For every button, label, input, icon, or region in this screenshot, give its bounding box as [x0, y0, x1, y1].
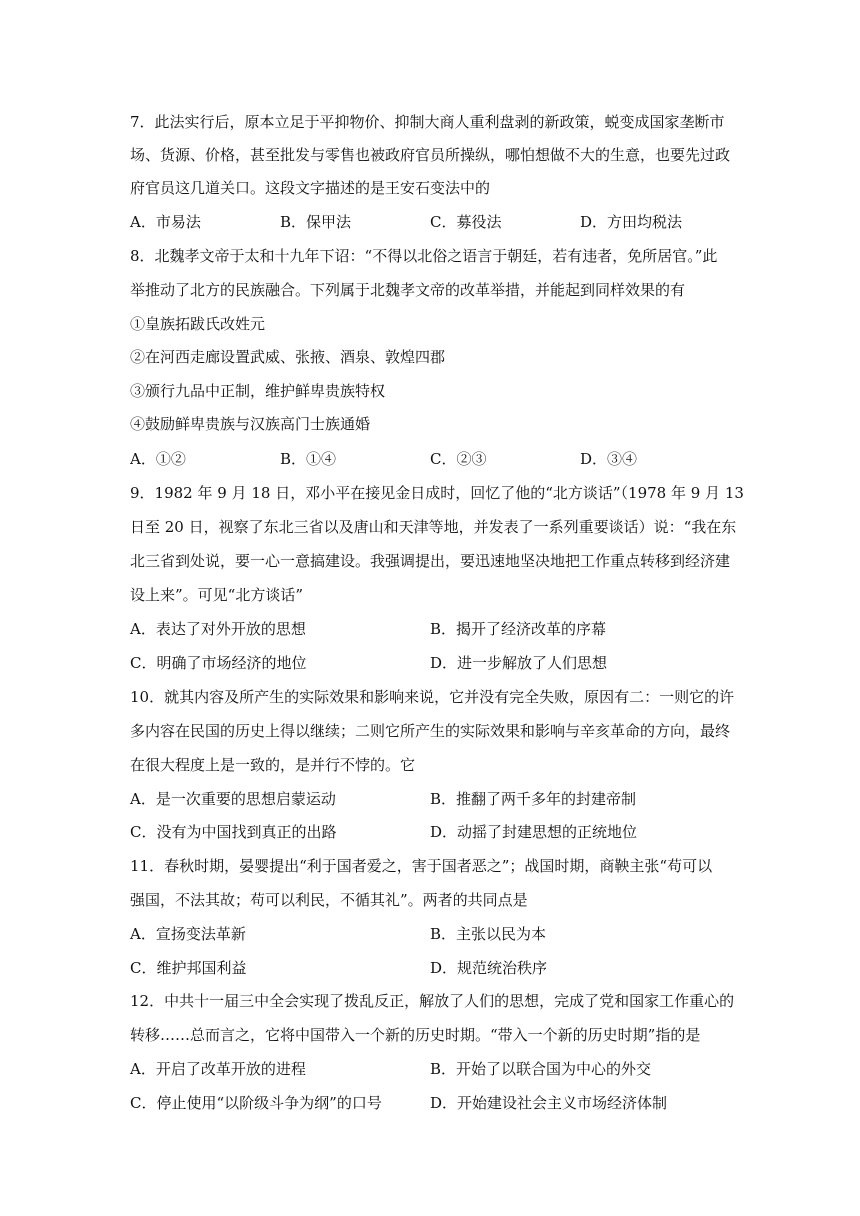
question-stem-line: 北三省到处说，要一心一意搞建设。我强调提出，要迅速地坚决地把工作重点转移到经济建 — [130, 552, 731, 570]
statement-item: ②在河西走廊设置武威、张掖、酒泉、敦煌四郡 — [130, 348, 446, 366]
question-stem-line: 举推动了北方的民族融合。下列属于北魏孝文帝的改革举措，并能起到同样效果的有 — [130, 281, 686, 299]
option-d: D．开始建设社会主义市场经济体制 — [430, 1094, 668, 1112]
question-stem-line: 设上来”。可见“北方谈话” — [130, 586, 304, 604]
question-stem-line: 府官员这几道关口。这段文字描述的是王安石变法中的 — [130, 179, 491, 197]
option-a: A．是一次重要的思想启蒙运动 — [130, 790, 336, 808]
question-stem-line: 11．春秋时期，晏婴提出“利于国者爱之，害于国者恶之”；战国时期，商鞅主张“苟可以 — [130, 857, 713, 875]
statement-item: ①皇族拓跋氏改姓元 — [130, 315, 266, 333]
question-stem-line: 转移……总而言之，它将中国带入一个新的历史时期。“带入一个新的历史时期”指的是 — [130, 1026, 701, 1044]
option-c: C．停止使用“以阶级斗争为纲”的口号 — [130, 1094, 382, 1112]
option-b: B．推翻了两千多年的封建帝制 — [430, 790, 637, 808]
option-b: B．主张以民为本 — [430, 925, 547, 943]
question-stem-line: 9．1982 年 9 月 18 日，邓小平在接见金日成时，回忆了他的“北方谈话”（1978 年 9 月 13 — [130, 484, 744, 502]
option-a: A．表达了对外开放的思想 — [130, 620, 306, 638]
option-a: A．开启了改革开放的进程 — [130, 1060, 306, 1078]
option-c: C．募役法 — [430, 213, 502, 231]
question-stem-line: 12．中共十一届三中全会实现了拨乱反正，解放了人们的思想，完成了党和国家工作重心的 — [130, 992, 735, 1010]
option-b: B．开始了以联合国为中心的外交 — [430, 1060, 652, 1078]
option-c: C．②③ — [430, 450, 487, 468]
question-stem-line: 10．就其内容及所产生的实际效果和影响来说，它并没有完全失败，原因有二：一则它的许 — [130, 688, 735, 706]
question-stem-line: 场、货源、价格，甚至批发与零售也被政府官员所操纵，哪怕想做不大的生意，也要先过政 — [130, 146, 731, 164]
option-b: B．①④ — [280, 450, 337, 468]
option-c: C．维护邦国利益 — [130, 959, 247, 977]
option-d: D．③④ — [580, 450, 638, 468]
question-stem-line: 在很大程度上是一致的，是并行不悖的。它 — [130, 756, 416, 774]
option-d: D．方田均税法 — [580, 213, 683, 231]
option-a: A．宣扬变法革新 — [130, 925, 246, 943]
question-stem-line: 多内容在民国的历史上得以继续；二则它所产生的实际效果和影响与辛亥革命的方向，最终 — [130, 722, 731, 740]
option-c: C．没有为中国找到真正的出路 — [130, 823, 337, 841]
question-stem-line: 强国，不法其故；苟可以利民，不循其礼”。两者的共同点是 — [130, 891, 528, 909]
statement-item: ④鼓励鲜卑贵族与汉族高门士族通婚 — [130, 415, 371, 433]
option-a: A．市易法 — [130, 213, 201, 231]
option-d: D．进一步解放了人们思想 — [430, 654, 608, 672]
question-stem-line: 日至 20 日，视察了东北三省以及唐山和天津等地，并发表了一系列重要谈话）说：“我在东 — [130, 518, 737, 536]
option-b: B．保甲法 — [280, 213, 352, 231]
option-d: D．动摇了封建思想的正统地位 — [430, 823, 638, 841]
option-a: A．①② — [130, 450, 186, 468]
option-d: D．规范统治秩序 — [430, 959, 548, 977]
option-c: C．明确了市场经济的地位 — [130, 654, 307, 672]
question-stem-line: 8．北魏孝文帝于太和十九年下诏：“不得以北俗之语言于朝廷，若有违者，免所居官。”此 — [130, 247, 718, 265]
question-stem-line: 7．此法实行后，原本立足于平抑物价、抑制大商人重利盘剥的新政策，蜕变成国家垄断市 — [130, 113, 725, 131]
option-b: B．揭开了经济改革的序幕 — [430, 620, 607, 638]
statement-item: ③颁行九品中正制，维护鲜卑贵族特权 — [130, 382, 386, 400]
